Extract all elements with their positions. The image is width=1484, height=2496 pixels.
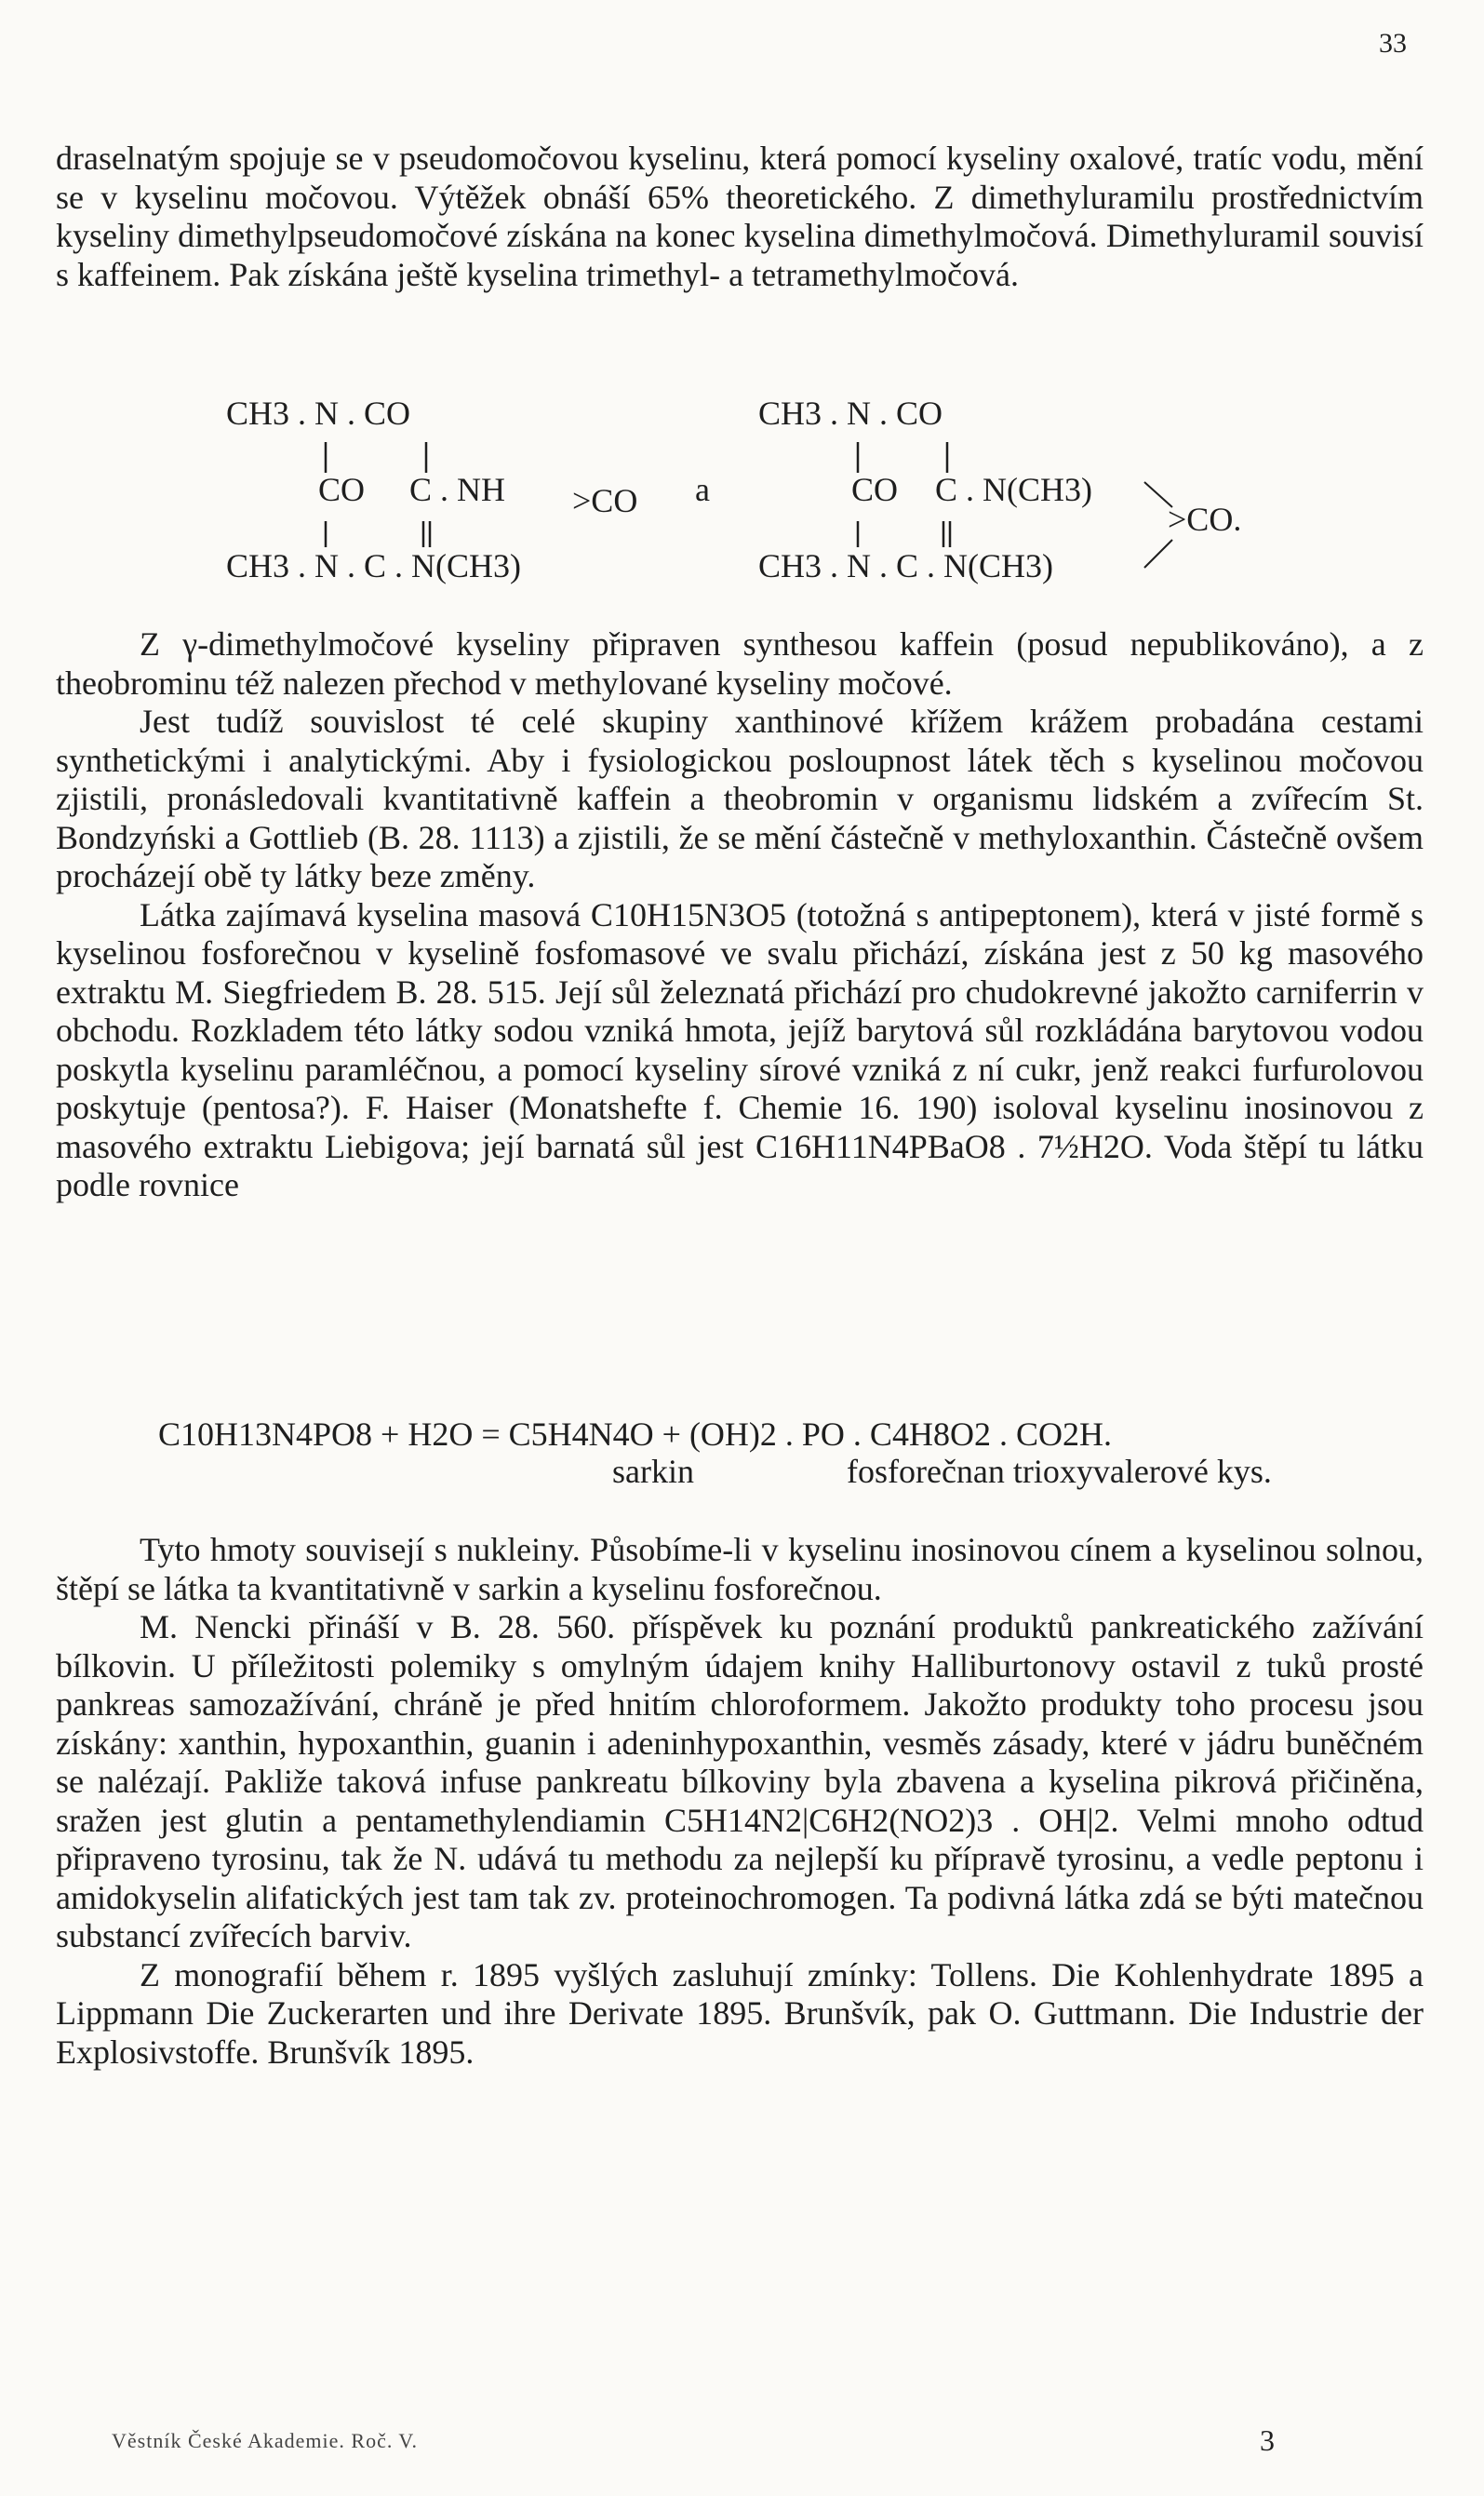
formula-right-bottom: CH3 . N . C . N(CH3) xyxy=(758,547,1054,584)
formula-right-top: CH3 . N . CO xyxy=(758,395,943,432)
chemical-formula xyxy=(56,391,1424,605)
formula-left-mid-a: CO xyxy=(318,471,366,508)
paragraph: Jest tudíž souvislost té celé skupiny xanthinové křížem krážem probadána cestami synthetickými i analytickými. Aby i fysiologickou posloupnost látek těch s kyselinou močovou zjistili, pronásledovali kvantitativně kaffein a theobromin v organismu lidském a zvířecím St. Bondzyński a Gottlieb (B. 28. 1113) a zjistili, že se mění částečně v methyloxanthin. Částečně ovšem procházejí obě ty látky beze změny. xyxy=(56,703,1424,894)
formula-right-co: >CO. xyxy=(1168,501,1242,538)
text-block-top xyxy=(56,140,1424,294)
formula-connector: a xyxy=(695,471,710,508)
paragraph: Z γ-dimethylmočové kyseliny připraven synthesou kaffein (posud nepublikováno), a z theobrominu též nalezen přechod v methylované kyseliny močové. xyxy=(56,625,1424,702)
formula-left-mid-b: C . NH xyxy=(409,471,506,508)
formula-left-top: CH3 . N . CO xyxy=(226,395,411,432)
formula-left-co: >CO xyxy=(572,482,638,519)
footer-journal: Věstník České Akademie. Roč. V. xyxy=(112,2429,418,2452)
formula-left-bottom: CH3 . N . C . N(CH3) xyxy=(226,547,522,584)
text-block-mid xyxy=(56,625,1424,1205)
paragraph: draselnatým spojuje se v pseudomočovou kyselinu, která pomocí kyseliny oxalové, tratíc vodu, mění se v kyselinu močovou. Výtěžek obnáší 65% theoretického. Z dimethyluramilu prostřednictvím kyseliny dimethylpseudomočové získána na konec kyselina dimethylmočová. Dimethyluramil souvisí s kaffeinem. Pak získána ještě kyselina trimethyl- a tetramethylmočová. xyxy=(56,140,1424,293)
equation-line: C10H13N4PO8 + H2O = C5H4N4O + (OH)2 . PO . C4H8O2 . CO2H. xyxy=(158,1416,1112,1453)
footer-signature-number: 3 xyxy=(1260,2423,1275,2457)
page-number: 33 xyxy=(1379,28,1407,59)
formula-svg xyxy=(56,391,1424,605)
equation-label-fosforecnan: fosforečnan trioxyvalerové kys. xyxy=(847,1453,1272,1490)
paragraph: Z monografií během r. 1895 vyšlých zasluhují zmínky: Tollens. Die Kohlenhydrate 1895 a Lippmann Die Zuckerarten und ihre Derivate 1895. Brunšvík, pak O. Guttmann. Die Industrie der Explosivstoffe. Brunšvík 1895. xyxy=(56,1955,1424,2071)
text-block-bottom xyxy=(56,1531,1424,2072)
equation xyxy=(56,1415,1424,1498)
paragraph: Látka zajímavá kyselina masová C10H15N3O5 (totožná s antipeptonem), která v jisté formě s kyselinou fosforečnou v kyselině fosfomasové ve svalu přichází, získána jest z 50 kg masového extraktu M. Siegfriedem B. 28. 515. Její sůl železnatá přichází pro chudokrevné jakožto carniferrin v obchodu. Rozkladem této látky sodou vzniká hmota, jejíž barytová sůl rozkládána barytovou vodou poskytla kyselinu paramléčnou, a pomocí kyseliny sírové vzniká z ní cukr, jenž reakci furfurolovou poskytuje (pentosa?). F. Haiser (Monatshefte f. Chemie 16. 190) isoloval kyselinu inosinovou z masového extraktu Liebigova; její barnatá sůl jest C16H11N4PBaO8 . 7½H2O. Voda štěpí tu látku podle rovnice xyxy=(56,895,1424,1203)
equation-label-sarkin: sarkin xyxy=(612,1453,694,1490)
paragraph: Tyto hmoty souvisejí s nukleiny. Působíme-li v kyselinu inosinovou cínem a kyselinou solnou, štěpí se látka ta kvantitativně v sarkin a kyselinu fosforečnou. xyxy=(56,1531,1424,1607)
formula-right-mid-b: C . N(CH3) xyxy=(935,471,1092,508)
formula-right-mid-a: CO xyxy=(851,471,899,508)
paragraph: M. Nencki přináší v B. 28. 560. příspěvek ku poznání produktů pankreatického zažívání bílkovin. U příležitosti polemiky s omylným údajem knihy Halliburtonovy ostavil z tuků prosté pankreas samozažívání, chráně je před hnitím chloroformem. Jakožto produkty toho procesu jsou získány: xanthin, hypoxanthin, guanin i adeninhypoxanthin, vesměs zásady, které v jádru buněčném se nalézají. Pakliže taková infuse pankreatu bílkoviny byla zbavena a kyselina pikrová přičiněna, sražen jest glutin a pentamethylendiamin C5H14N2|C6H2(NO2)3 . OH|2. Velmi mnoho odtud připraveno tyrosinu, tak že N. udává tu methodu za nejlepší ku přípravě tyrosinu, a vedle peptonu i amidokyselin alifatických jest tam tak zv. proteinochromogen. Ta podivná látka zdá se býti matečnou substancí zvířecích barviv. xyxy=(56,1608,1424,1954)
